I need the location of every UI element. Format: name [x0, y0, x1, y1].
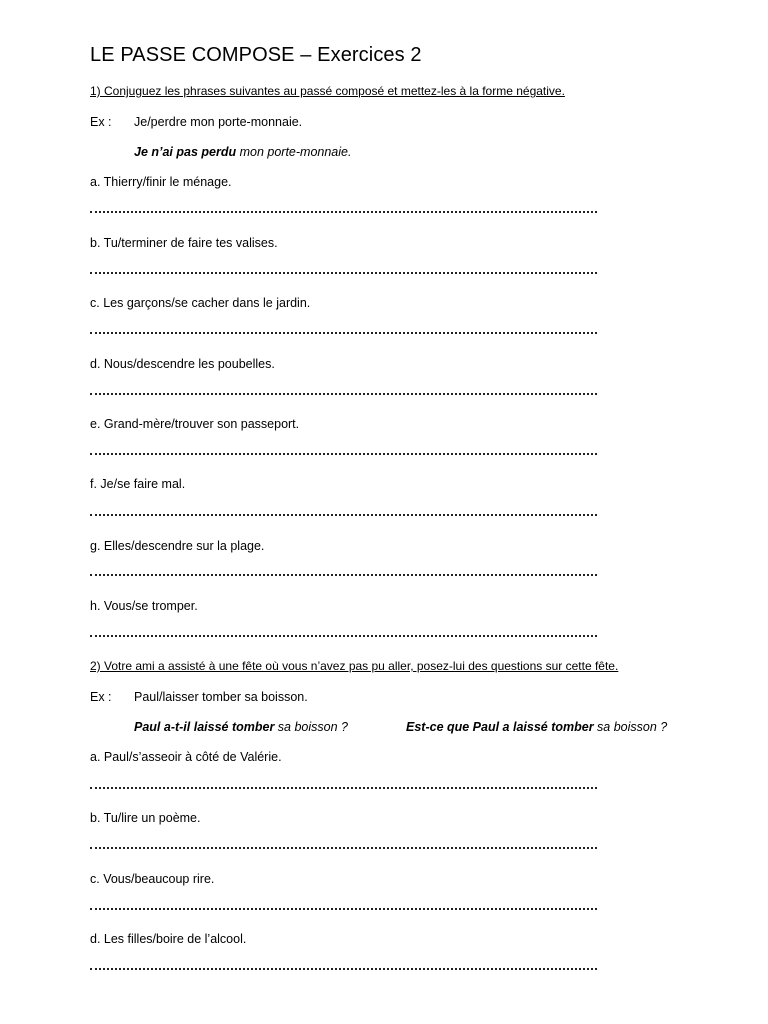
exercise-item-2b: b. Tu/lire un poème.	[90, 811, 201, 825]
exercise-item-2d: d. Les filles/boire de l’alcool.	[90, 932, 247, 946]
section2-example-answer-1	[134, 720, 348, 734]
section2-answer1-rest: sa boisson ?	[274, 720, 348, 734]
answer-line-1d[interactable]	[90, 393, 597, 395]
page-title: LE PASSE COMPOSE – Exercices 2	[90, 44, 422, 66]
section1-example-answer	[134, 145, 351, 159]
section2-answer2-bold: Est-ce que Paul a laissé tomber	[406, 720, 594, 734]
answer-line-2b[interactable]	[90, 847, 597, 849]
section1-example-prompt: Je/perdre mon porte-monnaie.	[134, 115, 303, 129]
section2-answer1-bold: Paul a-t-il laissé tomber	[134, 720, 275, 734]
answer-line-1f[interactable]	[90, 514, 597, 516]
answer-line-2c[interactable]	[90, 908, 597, 910]
exercise-item-1e: e. Grand-mère/trouver son passeport.	[90, 417, 300, 431]
answer-line-1h[interactable]	[90, 635, 597, 637]
answer-line-1b[interactable]	[90, 272, 597, 274]
section1-heading: 1) Conjuguez les phrases suivantes au passé composé et mettez-les à la forme négative.	[90, 84, 565, 98]
exercise-item-1d: d. Nous/descendre les poubelles.	[90, 357, 275, 371]
answer-line-2d[interactable]	[90, 968, 597, 970]
exercise-item-1f: f. Je/se faire mal.	[90, 477, 186, 491]
exercise-item-1a: a. Thierry/finir le ménage.	[90, 175, 232, 189]
exercise-item-1c: c. Les garçons/se cacher dans le jardin.	[90, 296, 311, 310]
section2-example-answer-2	[406, 720, 667, 734]
exercise-item-1b: b. Tu/terminer de faire tes valises.	[90, 236, 278, 250]
answer-line-1g[interactable]	[90, 574, 597, 576]
section2-answer2-rest: sa boisson ?	[593, 720, 668, 734]
answer-line-1c[interactable]	[90, 332, 597, 334]
exercise-item-1g: g. Elles/descendre sur la plage.	[90, 539, 265, 553]
exercise-item-2c: c. Vous/beaucoup rire.	[90, 872, 215, 886]
answer-line-2a[interactable]	[90, 787, 597, 789]
answer-line-1e[interactable]	[90, 453, 597, 455]
section2-example-label: Ex :	[90, 690, 112, 704]
exercise-item-1h: h. Vous/se tromper.	[90, 599, 198, 613]
section2-heading: 2) Votre ami a assisté à une fête où vous n’avez pas pu aller, posez-lui des questions sur cette fête.	[90, 659, 619, 673]
section2-example-prompt: Paul/laisser tomber sa boisson.	[134, 690, 308, 704]
answer-line-1a[interactable]	[90, 211, 597, 213]
section1-example-answer-rest: mon porte-monnaie.	[236, 145, 352, 159]
exercise-item-2a: a. Paul/s’asseoir à côté de Valérie.	[90, 750, 282, 764]
section1-example-label: Ex :	[90, 115, 112, 129]
section1-example-answer-bold: Je n’ai pas perdu	[134, 145, 237, 159]
